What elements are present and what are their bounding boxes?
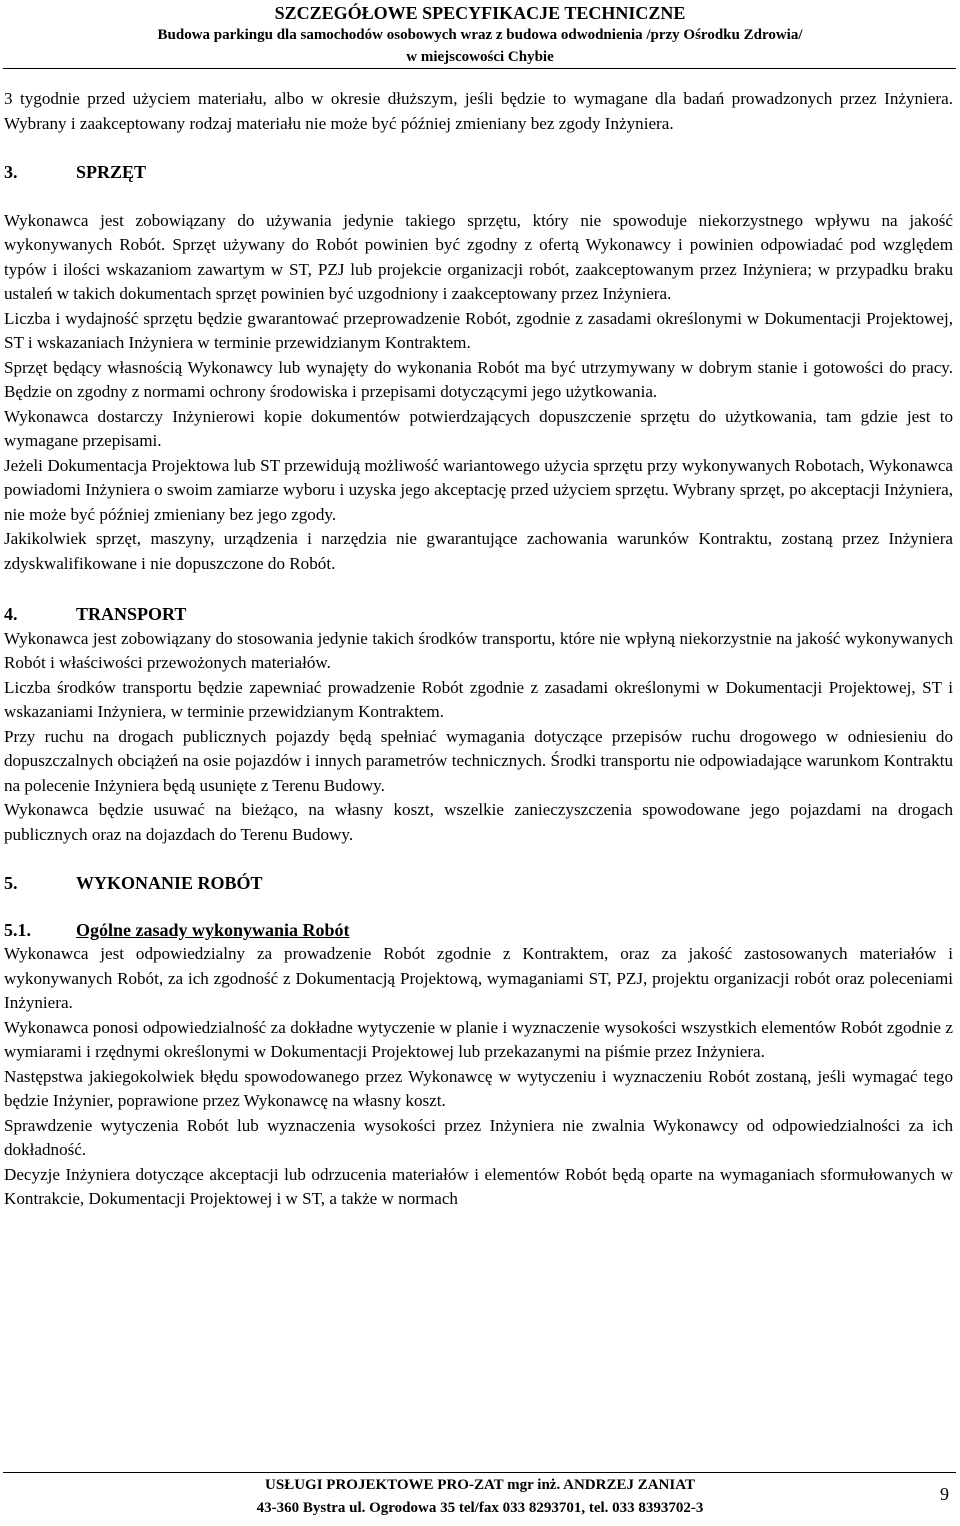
paragraph-s51-2: Wykonawca ponosi odpowiedzialność za dokładne wytyczenie w planie i wyznaczenie wysokości wszystkich elementów Robót zgodnie z wymiarami i rzędnymi określonymi w Dokumentacji Projektowej lub przekazanymi na piśmie przez Inżyniera. xyxy=(4,1017,953,1061)
header-divider xyxy=(3,68,956,69)
section-4-heading xyxy=(4,602,953,627)
paragraph-s51-4: Sprawdzenie wytyczenia Robót lub wyznaczenia wysokości przez Inżyniera nie zwalnia Wykonawcy od odpowiedzialności za ich dokładność. xyxy=(4,1115,953,1159)
section-3-heading xyxy=(4,160,953,185)
page-number: 9 xyxy=(940,1484,949,1504)
paragraph-s3-5: Jeżeli Dokumentacja Projektowa lub ST przewidują możliwość wariantowego użycia sprzętu przy wykonywanych Robotach, Wykonawca powiadomi Inżyniera o swoim zamiarze wyboru i uzyska jego akceptację przed użyciem sprzętu. Wybrany sprzęt, po akceptacji Inżyniera, nie może być później zmieniany bez jego zgody. xyxy=(4,455,953,524)
section-5-title: WYKONANIE ROBÓT xyxy=(76,873,263,893)
paragraph-s51-1: Wykonawca jest odpowiedzialny za prowadzenie Robót zgodnie z Kontraktem, oraz za jakość zastosowanych materiałów i wykonywanych Robót, za ich zgodność z Dokumentacją Projektową, wymaganiami ST, PZJ, projektu organizacji robót oraz poleceniami Inżyniera. xyxy=(4,944,953,1012)
footer-divider xyxy=(3,1472,956,1473)
paragraph-s3-3: Sprzęt będący własnością Wykonawcy lub wynajęty do wykonania Robót ma być utrzymywany w dobrym stanie i gotowości do pracy. Będzie on zgodny z normami ochrony środowiska i przepisami dotyczącymi jego użytkowania. xyxy=(4,357,953,401)
page-footer xyxy=(0,1474,960,1520)
paragraph-s3-2: Liczba i wydajność sprzętu będzie gwarantować przeprowadzenie Robót, zgodnie z zasadami określonymi w Dokumentacji Projektowej, ST i wskazaniach Inżyniera w terminie przewidzianym Kontraktem. xyxy=(4,308,953,352)
project-location: w miejscowości Chybie xyxy=(406,49,554,65)
paragraph-s4-2: Liczba środków transportu będzie zapewniać prowadzenie Robót zgodnie z zasadami określonymi w Dokumentacji Projektowej, ST i wskazaniami Inżyniera, w terminie przewidzianym Kontraktem. xyxy=(4,677,953,721)
paragraph-intro: 3 tygodnie przed użyciem materiału, albo w okresie dłuższym, jeśli będzie to wymagane dla badań prowadzonych przez Inżyniera. Wybrany i zaakceptowany rodzaj materiału nie może być później zmieniany bez zgody Inżyniera. xyxy=(4,89,953,133)
paragraph-s51-3: Następstwa jakiegokolwiek błędu spowodowanego przez Wykonawcę w wytyczeniu i wyznaczeniu Robót zostaną, jeśli wymagać tego będzie Inżynier, poprawione przez Wykonawcę na własny koszt. xyxy=(4,1066,953,1110)
page-header xyxy=(0,2,960,68)
section-5-1-number: 5.1. xyxy=(4,919,31,940)
project-name: Budowa parkingu dla samochodów osobowych wraz z budowa odwodnienia /przy Ośrodku Zdrowia/ xyxy=(157,27,803,43)
document-title: SZCZEGÓŁOWE SPECYFIKACJE TECHNICZNE xyxy=(274,3,686,23)
footer-address: 43-360 Bystra ul. Ogrodowa 35 tel/fax 033 8293701, tel. 033 8393702-3 xyxy=(256,1500,704,1516)
paragraph-s51-5: Decyzje Inżyniera dotyczące akceptacji lub odrzucenia materiałów i elementów Robót będą oparte na wymaganiach sformułowanych w Kontrakcie, Dokumentacji Projektowej i w ST, a także w normach xyxy=(4,1164,953,1208)
paragraph-s4-4: Wykonawca będzie usuwać na bieżąco, na własny koszt, wszelkie zanieczyszczenia spowodowane jego pojazdami na drogach publicznych oraz na dojazdach do Terenu Budowy. xyxy=(4,800,953,844)
paragraph-s3-1: Wykonawca jest zobowiązany do używania jedynie takiego sprzętu, który nie spowoduje niekorzystnego wpływu na jakość wykonywanych Robót. Sprzęt używany do Robót powinien być zgodny z ofertą Wykonawcy i powinien odpowiadać pod względem typów i ilości wskazaniom zawartym w ST, PZJ lub projekcie organizacji robót, zaakceptowanym przez Inżyniera; w przypadku braku ustaleń w takich dokumentach sprzęt powinien być uzgodniony i zaakceptowany przez Inżyniera. xyxy=(4,210,953,303)
footer-company: USŁUGI PROJEKTOWE PRO-ZAT mgr inż. ANDRZEJ ZANIAT xyxy=(265,1477,695,1493)
section-5-1-title: Ogólne zasady wykonywania Robót xyxy=(76,919,350,940)
section-3-title: SPRZĘT xyxy=(76,162,147,182)
paragraph-s4-3: Przy ruchu na drogach publicznych pojazdy będą spełniać wymagania dotyczące przepisów ruchu drogowego w odniesieniu do dopuszczalnych obciążeń na osie pojazdów i innych parametrów technicznych. Środki transportu nie odpowiadające warunkom Kontraktu na polecenie Inżyniera będą usunięte z Terenu Budowy. xyxy=(4,726,953,795)
section-4-title: TRANSPORT xyxy=(76,604,187,624)
section-5-heading xyxy=(4,871,953,896)
section-5-number: 5. xyxy=(4,873,18,893)
section-5-1-heading xyxy=(4,918,953,943)
section-3-number: 3. xyxy=(4,162,18,182)
paragraph-s3-6: Jakikolwiek sprzęt, maszyny, urządzenia i narzędzia nie gwarantujące zachowania warunków Kontraktu, zostaną przez Inżyniera zdyskwalifikowane i nie dopuszczone do Robót. xyxy=(4,529,953,573)
document-body xyxy=(4,87,953,1212)
paragraph-s3-4: Wykonawca dostarczy Inżynierowi kopie dokumentów potwierdzających dopuszczenie sprzętu do użytkowania, tam gdzie jest to wymagane przepisami. xyxy=(4,406,953,450)
section-4-number: 4. xyxy=(4,604,18,624)
paragraph-s4-1: Wykonawca jest zobowiązany do stosowania jedynie takich środków transportu, które nie wpłyną niekorzystnie na jakość wykonywanych Robót i właściwości przewożonych materiałów. xyxy=(4,628,953,672)
